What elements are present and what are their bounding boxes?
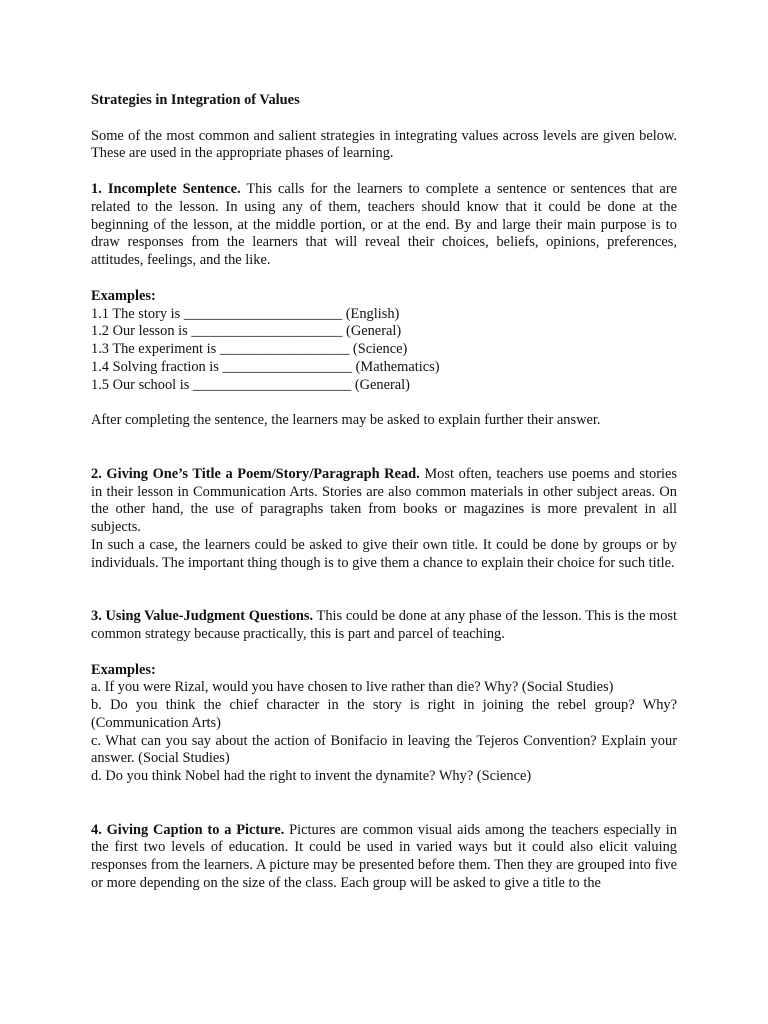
- section-4-heading: 4. Giving Caption to a Picture.: [91, 821, 285, 838]
- section-2-heading: 2. Giving One’s Title a Poem/Story/Paragraph Read.: [91, 465, 420, 482]
- section-3-example: b. Do you think the chief character in the story is right in joining the rebel group? Why? (Communication Arts): [91, 697, 677, 731]
- section-2-paragraph-2: In such a case, the learners could be asked to give their own title. It could be done by groups or by individuals. The important thing though is to give them a chance to explain their choice for such title.: [91, 536, 677, 571]
- section-1-heading: 1. Incomplete Sentence.: [91, 180, 241, 197]
- document-page: [91, 92, 677, 893]
- section-1-paragraph: [91, 181, 677, 270]
- section-1-after-text: After completing the sentence, the learners may be asked to explain further their answer.: [91, 412, 601, 429]
- section-1-examples-label: Examples:: [91, 287, 156, 304]
- section-3-example: d. Do you think Nobel had the right to invent the dynamite? Why? (Science): [91, 768, 532, 785]
- section-1-example: 1.3 The experiment is __________________ (Science): [91, 341, 408, 358]
- section-1-example: 1.4 Solving fraction is __________________ (Mathematics): [91, 358, 440, 375]
- section-1-example: 1.2 Our lesson is _____________________ (General): [91, 323, 402, 340]
- section-3-heading: 3. Using Value-Judgment Questions.: [91, 608, 314, 625]
- section-3-example: c. What can you say about the action of Bonifacio in leaving the Tejeros Convention? Explain your answer. (Social Studies): [91, 732, 677, 767]
- section-4-paragraph: [91, 822, 677, 893]
- document-title: Strategies in Integration of Values: [91, 92, 300, 108]
- section-4-body: Pictures are common visual aids among the teachers especially in the first two levels of education. It could be used in varied ways but it could also elicit valuing responses from the learners. A picture may be presented before them. Then they are grouped into five or more depending on the size of the class. Each group will be asked to give a title to the: [91, 821, 677, 892]
- section-3-body: This could be done at any phase of the lesson. This is the most common strategy because practically, this is part and parcel of teaching.: [91, 608, 678, 642]
- intro-paragraph: Some of the most common and salient strategies in integrating values across levels are given below. These are used in the appropriate phases of learning.: [91, 127, 677, 162]
- section-1-example: 1.1 The story is ______________________ (English): [91, 305, 400, 322]
- section-1-body: This calls for the learners to complete a sentence or sentences that are related to the lesson. In using any of them, teachers should know that it could be done at the beginning of the lesson, at the middle portion, or at the end. By and large their main purpose is to draw responses from the learners that will reveal their choices, beliefs, opinions, preferences, attitudes, feelings, and the like.: [91, 180, 677, 269]
- section-1-example: 1.5 Our school is ______________________ (General): [91, 376, 410, 393]
- section-2-paragraph: [91, 466, 677, 537]
- section-2-body: Most often, teachers use poems and stories in their lesson in Communication Arts. Stories are also common materials in other subject areas. On the other hand, the use of paragraphs taken from books or magazines is more prevalent in all subjects.: [91, 465, 677, 536]
- section-3-paragraph: [91, 608, 677, 644]
- section-3-example: a. If you were Rizal, would you have chosen to live rather than die? Why? (Social Studies): [91, 679, 614, 696]
- section-3-examples-label: Examples:: [91, 661, 156, 678]
